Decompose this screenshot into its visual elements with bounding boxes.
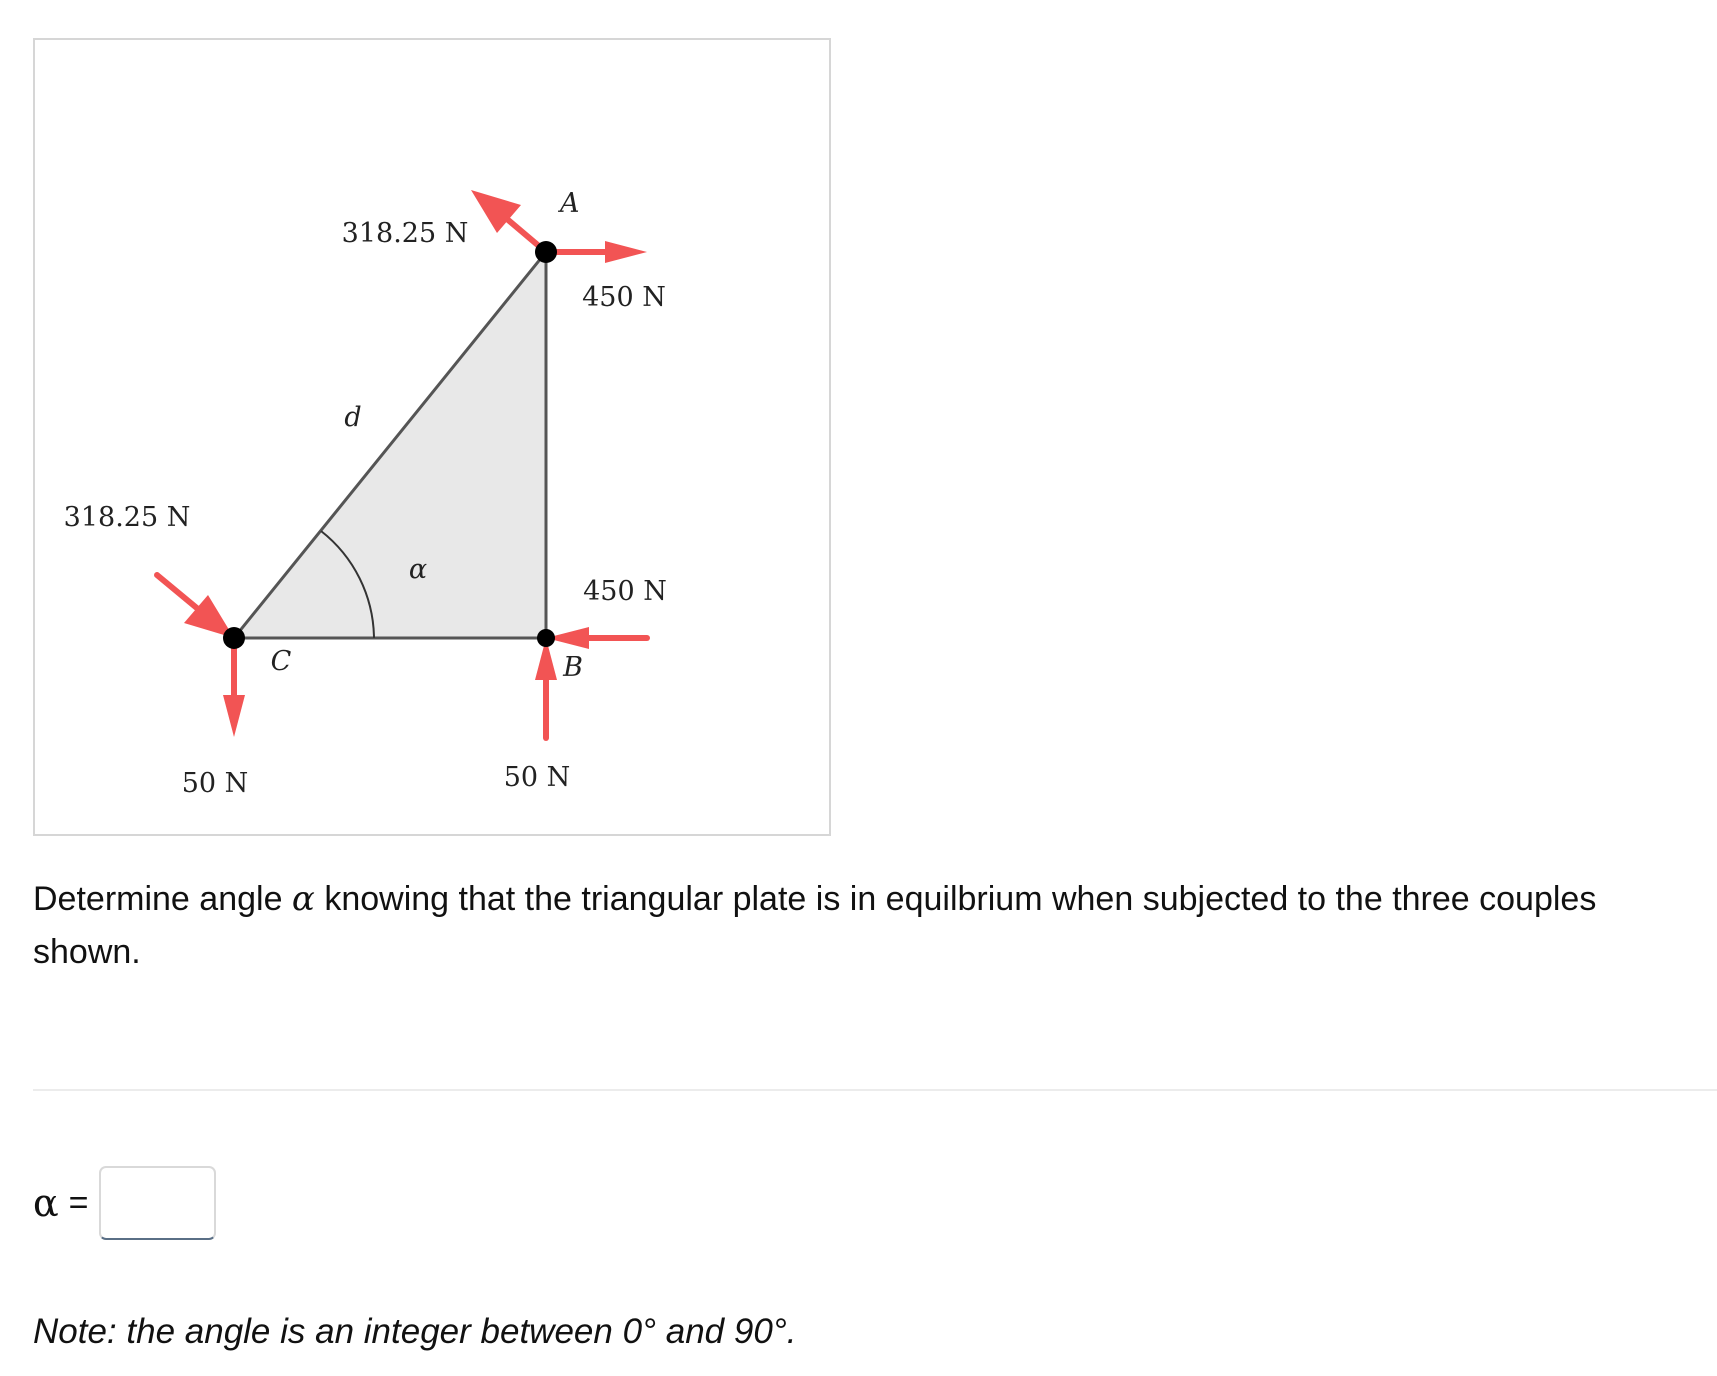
answer-equals-sign: = (68, 1183, 89, 1222)
triangular-plate-diagram (35, 40, 833, 838)
figure-frame (33, 38, 831, 836)
question-text-after: knowing that the triangular plate is in equilbrium when subjected to the three couples shown. (33, 880, 1597, 971)
section-divider (33, 1089, 1717, 1091)
triangular-plate (234, 252, 546, 638)
arrowhead-a-450 (605, 241, 647, 263)
label-force-a-318: 318.25 N (341, 218, 469, 249)
note-text: Note: the angle is an integer between 0° and 90°. (33, 1312, 797, 1351)
force-arrow-c-318 (157, 575, 198, 609)
label-point-a: A (560, 188, 580, 219)
label-force-c-318: 318.25 N (63, 502, 191, 533)
question-alpha-symbol: α (291, 879, 315, 919)
label-point-c: C (270, 646, 292, 677)
answer-alpha-symbol: α (33, 1181, 59, 1225)
question-text-before: Determine angle (33, 880, 292, 918)
point-a (535, 241, 557, 263)
question-text (33, 873, 1673, 979)
label-force-b-450: 450 N (583, 576, 667, 607)
arrowhead-c-50 (223, 695, 245, 737)
label-force-c-50: 50 N (181, 768, 249, 799)
label-point-b: B (563, 652, 583, 683)
label-force-b-50: 50 N (503, 762, 571, 793)
label-dimension-d: d (344, 402, 362, 433)
point-c (223, 627, 245, 649)
label-force-a-450: 450 N (582, 282, 666, 313)
label-angle-alpha: α (408, 554, 428, 585)
answer-row (33, 1165, 216, 1241)
point-b (537, 629, 555, 647)
answer-input[interactable] (99, 1166, 216, 1240)
